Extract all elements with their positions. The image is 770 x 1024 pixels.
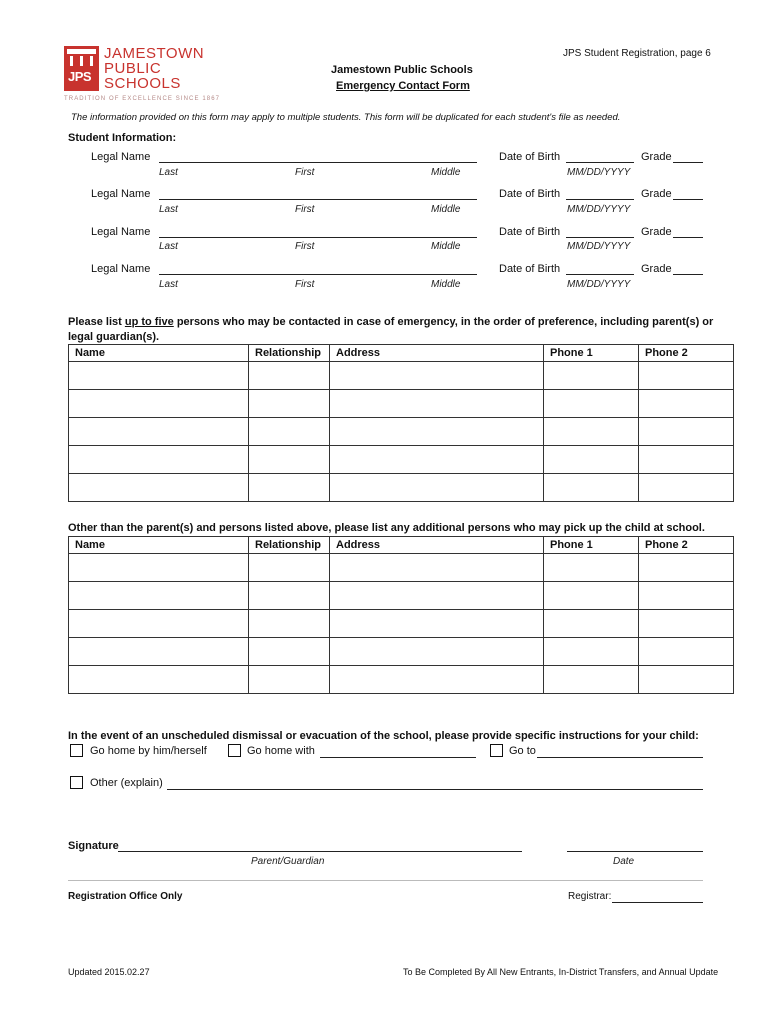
column-header-address: Address (330, 345, 544, 362)
logo-line-3: SCHOOLS (104, 75, 181, 92)
name-cell[interactable] (69, 362, 249, 390)
middle-caption: Middle (431, 241, 461, 252)
middle-caption: Middle (431, 204, 461, 215)
dob-format-caption: MM/DD/YYYY (567, 167, 631, 178)
phone2-cell[interactable] (639, 582, 734, 610)
last-caption: Last (159, 167, 178, 178)
dob-label: Date of Birth (499, 226, 561, 238)
dob-format-caption: MM/DD/YYYY (567, 279, 631, 290)
go-to-checkbox[interactable] (490, 744, 503, 757)
logo-mark-text: JPS (68, 69, 92, 84)
dob-label: Date of Birth (499, 151, 561, 163)
phone1-cell[interactable] (544, 554, 639, 582)
registrar-input[interactable] (612, 902, 703, 903)
table-header-row (69, 345, 734, 362)
legal-name-input[interactable] (159, 237, 477, 238)
relationship-cell[interactable] (249, 582, 330, 610)
logo-tagline: TRADITION OF EXCELLENCE SINCE 1867 (64, 96, 221, 102)
phone2-cell[interactable] (639, 554, 734, 582)
signature-input[interactable] (118, 851, 522, 852)
relationship-cell[interactable] (249, 362, 330, 390)
logo-line-2: PUBLIC (104, 60, 162, 77)
table-row (69, 362, 734, 390)
first-caption: First (295, 241, 315, 252)
dob-input[interactable] (566, 237, 634, 238)
updated-date: Updated 2015.02.27 (68, 967, 150, 977)
address-cell[interactable] (330, 446, 544, 474)
form-note: The information provided on this form may apply to multiple students. This form will be duplicated for each student's file as needed. (71, 112, 621, 123)
relationship-cell[interactable] (249, 474, 330, 502)
middle-caption: Middle (431, 279, 461, 290)
student-info-heading: Student Information: (68, 132, 177, 144)
dob-label: Date of Birth (499, 188, 561, 200)
name-cell[interactable] (69, 390, 249, 418)
address-cell[interactable] (330, 638, 544, 666)
intro-emphasis: up to five (124, 316, 174, 328)
office-only-label: Registration Office Only (68, 891, 183, 902)
first-caption: First (295, 279, 315, 290)
dob-format-caption: MM/DD/YYYY (567, 204, 631, 215)
table-row (69, 446, 734, 474)
name-cell[interactable] (69, 474, 249, 502)
address-cell[interactable] (330, 362, 544, 390)
dismissal-intro: In the event of an unscheduled dismissal or evacuation of the school, please provide specific instructions for your child: (68, 730, 699, 742)
table-row (69, 610, 734, 638)
column-header-name: Name (69, 345, 249, 362)
phone2-cell[interactable] (639, 446, 734, 474)
home-self-label: Go home by him/herself (90, 745, 207, 757)
phone2-cell[interactable] (639, 666, 734, 694)
name-cell[interactable] (69, 610, 249, 638)
dob-label: Date of Birth (499, 263, 561, 275)
grade-input[interactable] (673, 162, 703, 163)
legal-name-input[interactable] (159, 162, 477, 163)
address-cell[interactable] (330, 418, 544, 446)
phone2-cell[interactable] (639, 390, 734, 418)
form-subtitle: Emergency Contact Form (336, 80, 470, 92)
footer-note: To Be Completed By All New Entrants, In-District Transfers, and Annual Update (403, 967, 719, 977)
home-self-checkbox[interactable] (70, 744, 83, 757)
emergency-contacts-table (68, 344, 734, 502)
column-header-phone2: Phone 2 (639, 537, 734, 554)
legal-name-label: Legal Name (91, 151, 151, 163)
phone2-cell[interactable] (639, 418, 734, 446)
name-cell[interactable] (69, 418, 249, 446)
table-row (69, 666, 734, 694)
phone2-cell[interactable] (639, 638, 734, 666)
column-header-phone1: Phone 1 (544, 537, 639, 554)
phone2-cell[interactable] (639, 474, 734, 502)
address-cell[interactable] (330, 582, 544, 610)
other-explain-input[interactable] (167, 789, 703, 790)
phone1-cell[interactable] (544, 610, 639, 638)
legal-name-input[interactable] (159, 274, 477, 275)
column-header-relationship: Relationship (249, 537, 330, 554)
form-title: Jamestown Public Schools (331, 64, 473, 76)
legal-name-label: Legal Name (91, 188, 151, 200)
home-with-checkbox[interactable] (228, 744, 241, 757)
name-cell[interactable] (69, 554, 249, 582)
pickup-intro: Other than the parent(s) and persons listed above, please list any additional persons who may pick up the child at school. (68, 522, 705, 534)
dob-input[interactable] (566, 162, 634, 163)
grade-label: Grade (641, 188, 672, 200)
signature-date-input[interactable] (567, 851, 703, 852)
phone1-cell[interactable] (544, 418, 639, 446)
dob-input[interactable] (566, 199, 634, 200)
home-with-label: Go home with (247, 745, 315, 757)
emergency-contacts-intro (68, 315, 718, 345)
relationship-cell[interactable] (249, 390, 330, 418)
go-to-label: Go to (509, 745, 536, 757)
grade-input[interactable] (673, 237, 703, 238)
relationship-cell[interactable] (249, 666, 330, 694)
last-caption: Last (159, 279, 178, 290)
parent-guardian-caption: Parent/Guardian (251, 856, 325, 867)
pickup-table (68, 536, 734, 694)
table-row (69, 638, 734, 666)
grade-label: Grade (641, 263, 672, 275)
section-divider (68, 880, 703, 881)
other-checkbox[interactable] (70, 776, 83, 789)
last-caption: Last (159, 241, 178, 252)
relationship-cell[interactable] (249, 610, 330, 638)
phone1-cell[interactable] (544, 390, 639, 418)
table-header-row (69, 537, 734, 554)
grade-label: Grade (641, 151, 672, 163)
relationship-cell[interactable] (249, 638, 330, 666)
phone1-cell[interactable] (544, 638, 639, 666)
phone2-cell[interactable] (639, 610, 734, 638)
intro-text: Please list (68, 316, 125, 328)
relationship-cell[interactable] (249, 554, 330, 582)
column-header-phone2: Phone 2 (639, 345, 734, 362)
address-cell[interactable] (330, 610, 544, 638)
registrar-label: Registrar: (568, 891, 612, 902)
signature-label: Signature (68, 840, 119, 852)
table-row (69, 474, 734, 502)
phone1-cell[interactable] (544, 362, 639, 390)
middle-caption: Middle (431, 167, 461, 178)
go-to-input[interactable] (537, 757, 703, 758)
home-with-input[interactable] (320, 757, 476, 758)
column-header-name: Name (69, 537, 249, 554)
date-caption: Date (613, 856, 635, 867)
table-row (69, 418, 734, 446)
phone1-cell[interactable] (544, 582, 639, 610)
phone2-cell[interactable] (639, 362, 734, 390)
phone1-cell[interactable] (544, 666, 639, 694)
address-cell[interactable] (330, 554, 544, 582)
name-cell[interactable] (69, 638, 249, 666)
grade-label: Grade (641, 226, 672, 238)
dob-input[interactable] (566, 274, 634, 275)
address-cell[interactable] (330, 666, 544, 694)
name-cell[interactable] (69, 666, 249, 694)
first-caption: First (295, 204, 315, 215)
other-label: Other (explain) (90, 777, 163, 789)
legal-name-input[interactable] (159, 199, 477, 200)
column-header-relationship: Relationship (249, 345, 330, 362)
intro-text: persons who may be contacted in case of emergency, in the order of preference, including parent(s) or legal guardian(s). (68, 316, 714, 343)
dob-format-caption: MM/DD/YYYY (567, 241, 631, 252)
relationship-cell[interactable] (249, 418, 330, 446)
first-caption: First (295, 167, 315, 178)
table-row (69, 582, 734, 610)
phone1-cell[interactable] (544, 474, 639, 502)
name-cell[interactable] (69, 446, 249, 474)
legal-name-label: Legal Name (91, 226, 151, 238)
table-row (69, 390, 734, 418)
logo-line-1: JAMESTOWN (104, 45, 205, 62)
address-cell[interactable] (330, 390, 544, 418)
last-caption: Last (159, 204, 178, 215)
relationship-cell[interactable] (249, 446, 330, 474)
address-cell[interactable] (330, 474, 544, 502)
column-header-phone1: Phone 1 (544, 345, 639, 362)
grade-input[interactable] (673, 274, 703, 275)
table-row (69, 554, 734, 582)
column-header-address: Address (330, 537, 544, 554)
grade-input[interactable] (673, 199, 703, 200)
phone1-cell[interactable] (544, 446, 639, 474)
name-cell[interactable] (69, 582, 249, 610)
legal-name-label: Legal Name (91, 263, 151, 275)
page-label: JPS Student Registration, page 6 (563, 48, 711, 59)
